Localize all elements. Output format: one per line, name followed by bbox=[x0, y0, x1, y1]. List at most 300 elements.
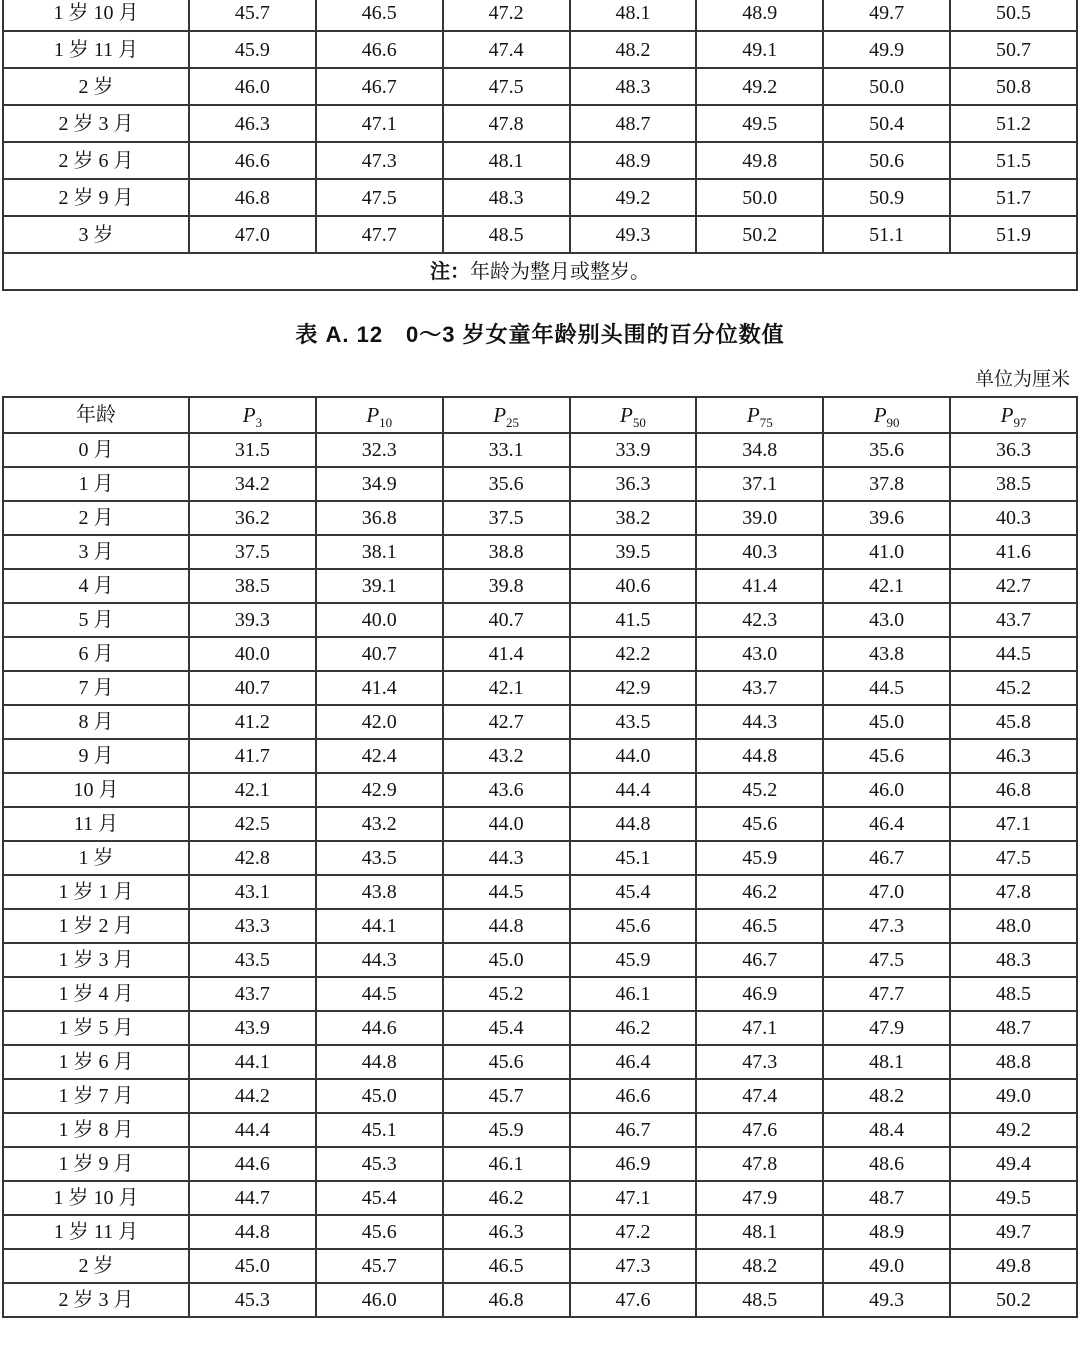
value-cell: 47.7 bbox=[823, 977, 950, 1011]
value-cell: 44.6 bbox=[316, 1011, 443, 1045]
value-cell: 42.0 bbox=[316, 705, 443, 739]
value-cell: 44.4 bbox=[570, 773, 697, 807]
age-cell: 1 岁 10 月 bbox=[3, 0, 189, 31]
value-cell: 44.0 bbox=[443, 807, 570, 841]
value-cell: 48.9 bbox=[570, 142, 697, 179]
value-cell: 49.1 bbox=[696, 31, 823, 68]
table-row bbox=[3, 467, 1077, 501]
value-cell: 51.7 bbox=[950, 179, 1077, 216]
note-label: 注： bbox=[430, 260, 470, 283]
value-cell: 48.2 bbox=[570, 31, 697, 68]
age-cell: 1 岁 1 月 bbox=[3, 875, 189, 909]
table-row bbox=[3, 1181, 1077, 1215]
value-cell: 34.2 bbox=[189, 467, 316, 501]
value-cell: 37.8 bbox=[823, 467, 950, 501]
value-cell: 44.2 bbox=[189, 1079, 316, 1113]
value-cell: 47.8 bbox=[443, 105, 570, 142]
value-cell: 44.3 bbox=[696, 705, 823, 739]
value-cell: 48.9 bbox=[823, 1215, 950, 1249]
value-cell: 47.2 bbox=[443, 0, 570, 31]
value-cell: 33.1 bbox=[443, 433, 570, 467]
value-cell: 47.5 bbox=[950, 841, 1077, 875]
value-cell: 41.5 bbox=[570, 603, 697, 637]
value-cell: 42.7 bbox=[950, 569, 1077, 603]
value-cell: 43.2 bbox=[443, 739, 570, 773]
value-cell: 47.1 bbox=[696, 1011, 823, 1045]
value-cell: 44.6 bbox=[189, 1147, 316, 1181]
percentile-column-header: $P_{90}$ bbox=[823, 397, 950, 433]
value-cell: 40.3 bbox=[696, 535, 823, 569]
value-cell: 45.7 bbox=[189, 0, 316, 31]
value-cell: 46.8 bbox=[189, 179, 316, 216]
percentile-table-body bbox=[3, 433, 1077, 1317]
value-cell: 45.0 bbox=[189, 1249, 316, 1283]
value-cell: 41.0 bbox=[823, 535, 950, 569]
value-cell: 45.1 bbox=[316, 1113, 443, 1147]
percentile-table-girls-head-circumference bbox=[2, 396, 1078, 1318]
percentile-column-header: $P_{10}$ bbox=[316, 397, 443, 433]
percentile-table-top-body bbox=[3, 0, 1077, 253]
value-cell: 50.2 bbox=[696, 216, 823, 253]
value-cell: 41.7 bbox=[189, 739, 316, 773]
value-cell: 46.1 bbox=[443, 1147, 570, 1181]
age-cell: 1 岁 11 月 bbox=[3, 1215, 189, 1249]
value-cell: 43.5 bbox=[189, 943, 316, 977]
value-cell: 45.0 bbox=[823, 705, 950, 739]
value-cell: 46.0 bbox=[823, 773, 950, 807]
value-cell: 40.0 bbox=[189, 637, 316, 671]
percentile-table-top bbox=[2, 0, 1078, 291]
value-cell: 51.9 bbox=[950, 216, 1077, 253]
age-cell: 1 岁 4 月 bbox=[3, 977, 189, 1011]
value-cell: 46.2 bbox=[570, 1011, 697, 1045]
age-cell: 2 月 bbox=[3, 501, 189, 535]
value-cell: 45.7 bbox=[316, 1249, 443, 1283]
value-cell: 42.1 bbox=[443, 671, 570, 705]
percentile-column-header: $P_{50}$ bbox=[570, 397, 697, 433]
value-cell: 43.0 bbox=[696, 637, 823, 671]
value-cell: 44.3 bbox=[443, 841, 570, 875]
value-cell: 48.7 bbox=[570, 105, 697, 142]
value-cell: 40.7 bbox=[316, 637, 443, 671]
value-cell: 48.3 bbox=[950, 943, 1077, 977]
value-cell: 39.1 bbox=[316, 569, 443, 603]
value-cell: 44.8 bbox=[316, 1045, 443, 1079]
value-cell: 50.0 bbox=[823, 68, 950, 105]
value-cell: 41.2 bbox=[189, 705, 316, 739]
age-cell: 1 岁 11 月 bbox=[3, 31, 189, 68]
value-cell: 46.0 bbox=[316, 1283, 443, 1317]
value-cell: 44.1 bbox=[316, 909, 443, 943]
table-note bbox=[3, 253, 1077, 290]
value-cell: 35.6 bbox=[823, 433, 950, 467]
age-column-header: 年龄 bbox=[3, 397, 189, 433]
value-cell: 49.4 bbox=[950, 1147, 1077, 1181]
value-cell: 47.1 bbox=[570, 1181, 697, 1215]
value-cell: 49.7 bbox=[823, 0, 950, 31]
value-cell: 48.6 bbox=[823, 1147, 950, 1181]
value-cell: 43.8 bbox=[316, 875, 443, 909]
value-cell: 46.5 bbox=[316, 0, 443, 31]
value-cell: 47.5 bbox=[443, 68, 570, 105]
value-cell: 45.9 bbox=[189, 31, 316, 68]
table-row bbox=[3, 603, 1077, 637]
value-cell: 40.3 bbox=[950, 501, 1077, 535]
value-cell: 42.3 bbox=[696, 603, 823, 637]
age-cell: 7 月 bbox=[3, 671, 189, 705]
value-cell: 32.3 bbox=[316, 433, 443, 467]
value-cell: 42.4 bbox=[316, 739, 443, 773]
value-cell: 47.2 bbox=[570, 1215, 697, 1249]
value-cell: 45.7 bbox=[443, 1079, 570, 1113]
value-cell: 41.4 bbox=[316, 671, 443, 705]
value-cell: 36.8 bbox=[316, 501, 443, 535]
table-row bbox=[3, 705, 1077, 739]
table-row bbox=[3, 807, 1077, 841]
age-cell: 1 岁 9 月 bbox=[3, 1147, 189, 1181]
value-cell: 34.8 bbox=[696, 433, 823, 467]
value-cell: 47.0 bbox=[189, 216, 316, 253]
value-cell: 47.1 bbox=[950, 807, 1077, 841]
value-cell: 45.8 bbox=[950, 705, 1077, 739]
value-cell: 48.5 bbox=[696, 1283, 823, 1317]
table-row bbox=[3, 1147, 1077, 1181]
value-cell: 48.5 bbox=[443, 216, 570, 253]
age-cell: 6 月 bbox=[3, 637, 189, 671]
value-cell: 43.7 bbox=[696, 671, 823, 705]
value-cell: 40.6 bbox=[570, 569, 697, 603]
percentile-column-header: $P_{75}$ bbox=[696, 397, 823, 433]
value-cell: 43.2 bbox=[316, 807, 443, 841]
value-cell: 48.1 bbox=[823, 1045, 950, 1079]
age-cell: 1 岁 3 月 bbox=[3, 943, 189, 977]
value-cell: 43.7 bbox=[950, 603, 1077, 637]
value-cell: 43.3 bbox=[189, 909, 316, 943]
value-cell: 47.8 bbox=[696, 1147, 823, 1181]
table-row bbox=[3, 1283, 1077, 1317]
value-cell: 45.0 bbox=[316, 1079, 443, 1113]
value-cell: 47.5 bbox=[316, 179, 443, 216]
value-cell: 50.6 bbox=[823, 142, 950, 179]
value-cell: 44.8 bbox=[443, 909, 570, 943]
value-cell: 47.3 bbox=[570, 1249, 697, 1283]
value-cell: 44.4 bbox=[189, 1113, 316, 1147]
value-cell: 47.6 bbox=[570, 1283, 697, 1317]
age-cell: 8 月 bbox=[3, 705, 189, 739]
value-cell: 46.7 bbox=[823, 841, 950, 875]
age-cell: 1 岁 6 月 bbox=[3, 1045, 189, 1079]
note-section bbox=[3, 253, 1077, 290]
value-cell: 50.7 bbox=[950, 31, 1077, 68]
value-cell: 45.1 bbox=[570, 841, 697, 875]
value-cell: 49.2 bbox=[696, 68, 823, 105]
value-cell: 51.2 bbox=[950, 105, 1077, 142]
value-cell: 48.1 bbox=[696, 1215, 823, 1249]
value-cell: 44.8 bbox=[570, 807, 697, 841]
value-cell: 49.0 bbox=[823, 1249, 950, 1283]
value-cell: 43.5 bbox=[316, 841, 443, 875]
value-cell: 38.5 bbox=[189, 569, 316, 603]
age-cell: 1 岁 2 月 bbox=[3, 909, 189, 943]
value-cell: 43.9 bbox=[189, 1011, 316, 1045]
value-cell: 39.5 bbox=[570, 535, 697, 569]
value-cell: 37.5 bbox=[443, 501, 570, 535]
value-cell: 42.9 bbox=[570, 671, 697, 705]
value-cell: 49.0 bbox=[950, 1079, 1077, 1113]
value-cell: 45.9 bbox=[443, 1113, 570, 1147]
value-cell: 42.9 bbox=[316, 773, 443, 807]
age-cell: 5 月 bbox=[3, 603, 189, 637]
value-cell: 47.0 bbox=[823, 875, 950, 909]
value-cell: 45.6 bbox=[316, 1215, 443, 1249]
value-cell: 45.4 bbox=[443, 1011, 570, 1045]
table-row bbox=[3, 841, 1077, 875]
value-cell: 41.4 bbox=[443, 637, 570, 671]
value-cell: 37.5 bbox=[189, 535, 316, 569]
value-cell: 45.4 bbox=[316, 1181, 443, 1215]
value-cell: 49.3 bbox=[570, 216, 697, 253]
value-cell: 49.7 bbox=[950, 1215, 1077, 1249]
value-cell: 47.9 bbox=[823, 1011, 950, 1045]
age-cell: 1 岁 7 月 bbox=[3, 1079, 189, 1113]
value-cell: 34.9 bbox=[316, 467, 443, 501]
table-row bbox=[3, 142, 1077, 179]
value-cell: 46.3 bbox=[189, 105, 316, 142]
value-cell: 48.7 bbox=[823, 1181, 950, 1215]
value-cell: 45.6 bbox=[443, 1045, 570, 1079]
age-cell: 11 月 bbox=[3, 807, 189, 841]
table-row bbox=[3, 1045, 1077, 1079]
table-row bbox=[3, 671, 1077, 705]
value-cell: 43.1 bbox=[189, 875, 316, 909]
value-cell: 48.8 bbox=[950, 1045, 1077, 1079]
table-row bbox=[3, 1113, 1077, 1147]
value-cell: 44.8 bbox=[696, 739, 823, 773]
value-cell: 38.1 bbox=[316, 535, 443, 569]
value-cell: 46.2 bbox=[696, 875, 823, 909]
value-cell: 45.9 bbox=[570, 943, 697, 977]
value-cell: 48.3 bbox=[570, 68, 697, 105]
value-cell: 48.2 bbox=[696, 1249, 823, 1283]
value-cell: 43.0 bbox=[823, 603, 950, 637]
value-cell: 48.2 bbox=[823, 1079, 950, 1113]
age-cell: 2 岁 6 月 bbox=[3, 142, 189, 179]
percentile-table-head bbox=[3, 397, 1077, 433]
value-cell: 48.1 bbox=[570, 0, 697, 31]
table-row bbox=[3, 501, 1077, 535]
age-cell: 1 月 bbox=[3, 467, 189, 501]
note-row bbox=[3, 253, 1077, 290]
value-cell: 45.2 bbox=[950, 671, 1077, 705]
value-cell: 46.2 bbox=[443, 1181, 570, 1215]
table-row bbox=[3, 535, 1077, 569]
value-cell: 51.5 bbox=[950, 142, 1077, 179]
value-cell: 46.4 bbox=[570, 1045, 697, 1079]
value-cell: 46.7 bbox=[316, 68, 443, 105]
value-cell: 50.0 bbox=[696, 179, 823, 216]
value-cell: 45.3 bbox=[316, 1147, 443, 1181]
value-cell: 45.9 bbox=[696, 841, 823, 875]
unit-label: 单位为厘米 bbox=[974, 369, 1070, 390]
value-cell: 47.3 bbox=[696, 1045, 823, 1079]
value-cell: 46.5 bbox=[443, 1249, 570, 1283]
value-cell: 48.7 bbox=[950, 1011, 1077, 1045]
value-cell: 44.7 bbox=[189, 1181, 316, 1215]
value-cell: 48.3 bbox=[443, 179, 570, 216]
value-cell: 50.2 bbox=[950, 1283, 1077, 1317]
value-cell: 41.4 bbox=[696, 569, 823, 603]
value-cell: 47.4 bbox=[443, 31, 570, 68]
value-cell: 44.0 bbox=[570, 739, 697, 773]
value-cell: 37.1 bbox=[696, 467, 823, 501]
value-cell: 40.7 bbox=[189, 671, 316, 705]
value-cell: 49.8 bbox=[950, 1249, 1077, 1283]
value-cell: 46.3 bbox=[443, 1215, 570, 1249]
table-row bbox=[3, 1011, 1077, 1045]
age-cell: 2 岁 bbox=[3, 68, 189, 105]
age-cell: 2 岁 3 月 bbox=[3, 1283, 189, 1317]
value-cell: 44.5 bbox=[316, 977, 443, 1011]
value-cell: 43.8 bbox=[823, 637, 950, 671]
value-cell: 49.2 bbox=[950, 1113, 1077, 1147]
table-row bbox=[3, 1079, 1077, 1113]
value-cell: 45.2 bbox=[696, 773, 823, 807]
value-cell: 45.6 bbox=[696, 807, 823, 841]
value-cell: 42.1 bbox=[823, 569, 950, 603]
value-cell: 47.6 bbox=[696, 1113, 823, 1147]
value-cell: 40.7 bbox=[443, 603, 570, 637]
value-cell: 45.3 bbox=[189, 1283, 316, 1317]
value-cell: 33.9 bbox=[570, 433, 697, 467]
table-row bbox=[3, 739, 1077, 773]
value-cell: 43.5 bbox=[570, 705, 697, 739]
header-row bbox=[3, 397, 1077, 433]
value-cell: 45.6 bbox=[570, 909, 697, 943]
table-title: 表 A. 12 0～3 岁女童年龄别头围的百分位数值 bbox=[295, 322, 785, 347]
value-cell: 39.8 bbox=[443, 569, 570, 603]
value-cell: 45.4 bbox=[570, 875, 697, 909]
age-cell: 9 月 bbox=[3, 739, 189, 773]
value-cell: 38.5 bbox=[950, 467, 1077, 501]
value-cell: 47.1 bbox=[316, 105, 443, 142]
age-cell: 3 岁 bbox=[3, 216, 189, 253]
value-cell: 46.9 bbox=[570, 1147, 697, 1181]
value-cell: 46.4 bbox=[823, 807, 950, 841]
age-cell: 10 月 bbox=[3, 773, 189, 807]
value-cell: 46.5 bbox=[696, 909, 823, 943]
value-cell: 47.7 bbox=[316, 216, 443, 253]
value-cell: 47.3 bbox=[823, 909, 950, 943]
table-row bbox=[3, 68, 1077, 105]
value-cell: 44.5 bbox=[443, 875, 570, 909]
value-cell: 42.7 bbox=[443, 705, 570, 739]
age-cell: 2 岁 bbox=[3, 1249, 189, 1283]
value-cell: 42.8 bbox=[189, 841, 316, 875]
table-row bbox=[3, 637, 1077, 671]
value-cell: 36.3 bbox=[950, 433, 1077, 467]
value-cell: 44.5 bbox=[950, 637, 1077, 671]
value-cell: 51.1 bbox=[823, 216, 950, 253]
value-cell: 47.4 bbox=[696, 1079, 823, 1113]
value-cell: 45.6 bbox=[823, 739, 950, 773]
value-cell: 38.8 bbox=[443, 535, 570, 569]
value-cell: 44.3 bbox=[316, 943, 443, 977]
age-cell: 3 月 bbox=[3, 535, 189, 569]
value-cell: 48.1 bbox=[443, 142, 570, 179]
percentile-column-header: $P_{97}$ bbox=[950, 397, 1077, 433]
table-row bbox=[3, 875, 1077, 909]
table-row bbox=[3, 909, 1077, 943]
value-cell: 31.5 bbox=[189, 433, 316, 467]
value-cell: 47.3 bbox=[316, 142, 443, 179]
age-cell: 2 岁 3 月 bbox=[3, 105, 189, 142]
value-cell: 49.5 bbox=[950, 1181, 1077, 1215]
table-row bbox=[3, 0, 1077, 31]
age-cell: 1 岁 8 月 bbox=[3, 1113, 189, 1147]
value-cell: 43.7 bbox=[189, 977, 316, 1011]
table-row bbox=[3, 977, 1077, 1011]
note-text: 年龄为整月或整岁。 bbox=[470, 260, 650, 283]
age-cell: 2 岁 9 月 bbox=[3, 179, 189, 216]
value-cell: 36.2 bbox=[189, 501, 316, 535]
value-cell: 48.4 bbox=[823, 1113, 950, 1147]
table-row bbox=[3, 1249, 1077, 1283]
value-cell: 46.6 bbox=[189, 142, 316, 179]
value-cell: 46.6 bbox=[570, 1079, 697, 1113]
value-cell: 47.8 bbox=[950, 875, 1077, 909]
table-row bbox=[3, 179, 1077, 216]
value-cell: 35.6 bbox=[443, 467, 570, 501]
table-row bbox=[3, 1215, 1077, 1249]
table-row bbox=[3, 31, 1077, 68]
age-cell: 0 月 bbox=[3, 433, 189, 467]
value-cell: 49.9 bbox=[823, 31, 950, 68]
value-cell: 46.8 bbox=[443, 1283, 570, 1317]
age-cell: 4 月 bbox=[3, 569, 189, 603]
age-cell: 1 岁 5 月 bbox=[3, 1011, 189, 1045]
value-cell: 50.4 bbox=[823, 105, 950, 142]
value-cell: 50.8 bbox=[950, 68, 1077, 105]
value-cell: 46.1 bbox=[570, 977, 697, 1011]
value-cell: 50.5 bbox=[950, 0, 1077, 31]
value-cell: 42.2 bbox=[570, 637, 697, 671]
value-cell: 46.8 bbox=[950, 773, 1077, 807]
value-cell: 44.1 bbox=[189, 1045, 316, 1079]
value-cell: 40.0 bbox=[316, 603, 443, 637]
table-row bbox=[3, 433, 1077, 467]
age-cell: 1 岁 10 月 bbox=[3, 1181, 189, 1215]
table-row bbox=[3, 943, 1077, 977]
value-cell: 45.0 bbox=[443, 943, 570, 977]
value-cell: 49.2 bbox=[570, 179, 697, 216]
value-cell: 48.5 bbox=[950, 977, 1077, 1011]
value-cell: 48.9 bbox=[696, 0, 823, 31]
percentile-column-header: $P_3$ bbox=[189, 397, 316, 433]
value-cell: 42.1 bbox=[189, 773, 316, 807]
value-cell: 46.0 bbox=[189, 68, 316, 105]
value-cell: 39.6 bbox=[823, 501, 950, 535]
value-cell: 48.0 bbox=[950, 909, 1077, 943]
table-row bbox=[3, 105, 1077, 142]
percentile-column-header: $P_{25}$ bbox=[443, 397, 570, 433]
table-row bbox=[3, 216, 1077, 253]
value-cell: 49.5 bbox=[696, 105, 823, 142]
value-cell: 45.2 bbox=[443, 977, 570, 1011]
value-cell: 44.5 bbox=[823, 671, 950, 705]
value-cell: 41.6 bbox=[950, 535, 1077, 569]
value-cell: 49.8 bbox=[696, 142, 823, 179]
value-cell: 46.9 bbox=[696, 977, 823, 1011]
